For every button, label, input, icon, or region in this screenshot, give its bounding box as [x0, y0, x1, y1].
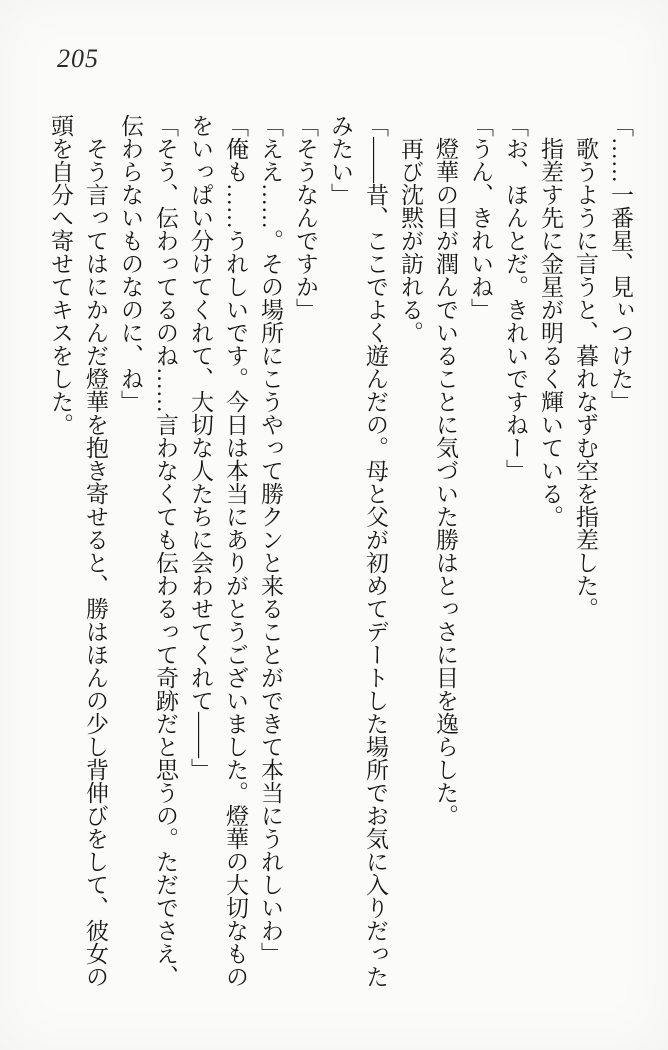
text-column: 「うん、きれいね」 [468, 114, 493, 321]
text-column: みたい」 [328, 114, 353, 206]
page-number: 205 [57, 44, 99, 73]
text-column: 「俺も……うれしいです。今日は本当にありがとうございました。燈華の大切なもの [223, 114, 248, 988]
text-column: 「そう、伝わってるのね……言わなくても伝わるって奇跡だと思うの。ただでさえ、 [153, 114, 178, 988]
text-column: 「――昔、ここでよく遊んだの。母と父が初めてデートした場所でお気に入りだった [363, 114, 388, 988]
text-column: 燈華の目が潤んでいることに気づいた勝はとっさに目を逸らした。 [433, 114, 458, 827]
text-column: 「ええ……。その場所にこうやって勝クンと来ることができて本当にうれしいわ」 [258, 114, 283, 965]
text-column: そう言ってはにかんだ燈華を抱き寄せると、勝はほんの少し背伸びをして、彼女の [83, 114, 108, 988]
text-column: 「……一番星、見ぃつけた」 [608, 114, 633, 413]
vertical-text-block [43, 114, 638, 996]
text-column: 「お、ほんとだ。きれいですねー」 [503, 114, 528, 482]
text-column: 指差す先に金星が明るく輝いている。 [538, 114, 563, 528]
text-column: 歌うように言うと、暮れなずむ空を指差した。 [573, 114, 598, 620]
text-column: をいっぱい分けてくれて、大切な人たちに会わせてくれて――」 [188, 114, 213, 781]
text-column: 頭を自分へ寄せてキスをした。 [48, 114, 73, 436]
text-column: 伝わらないものなのに、ね」 [118, 114, 143, 413]
text-column: 再び沈黙が訪れる。 [398, 114, 423, 344]
text-column: 「そうなんですか」 [293, 114, 318, 321]
